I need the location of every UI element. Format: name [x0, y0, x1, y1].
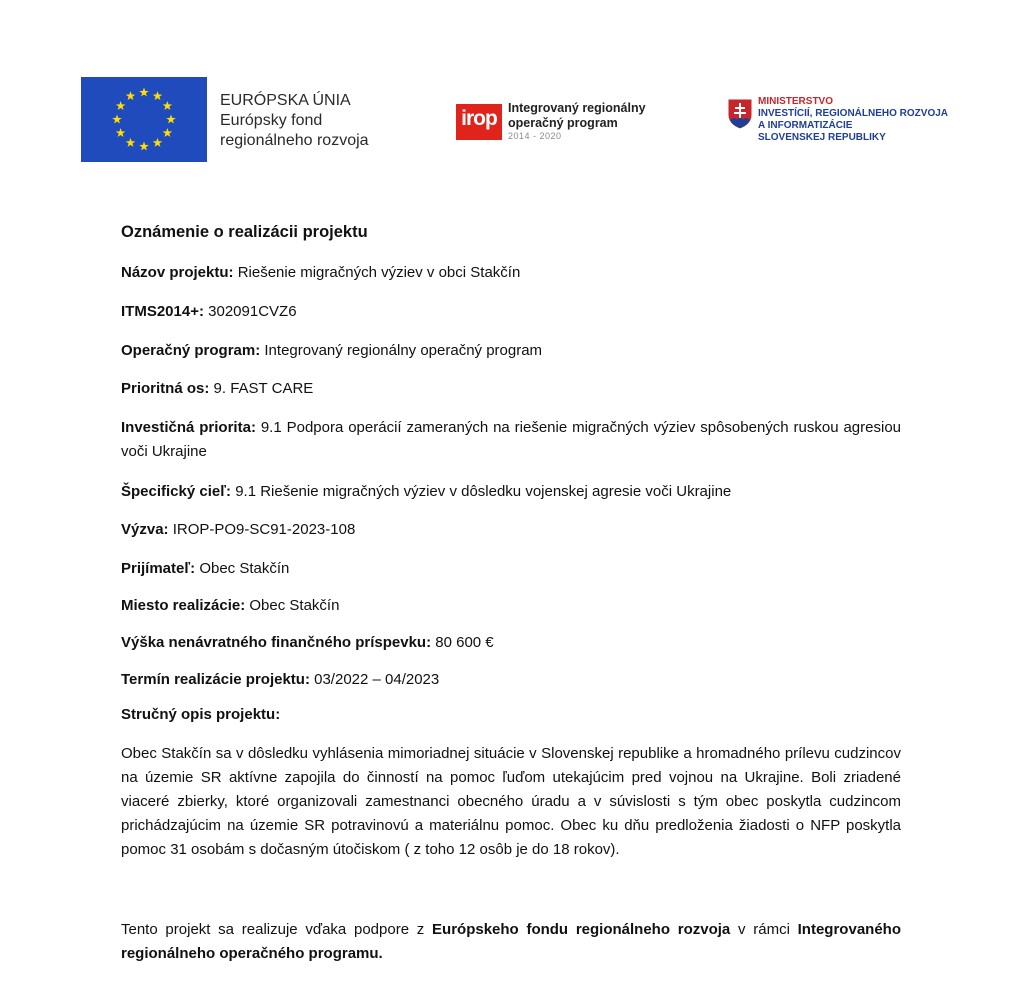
eu-logo-line2: Európsky fond — [220, 112, 323, 129]
eu-star-icon — [116, 101, 126, 110]
field-priority-axis — [121, 377, 901, 401]
funding-fund-name: Európskeho fondu regionálneho rozvoja — [432, 921, 731, 938]
field-value: Obec Stakčín — [249, 597, 340, 614]
slovak-crest-icon — [727, 98, 753, 130]
field-itms — [121, 300, 901, 324]
funding-prefix: Tento projekt sa realizuje vďaka podpore z — [121, 921, 433, 938]
field-value: 9.1 Riešenie migračných výziev v dôsledku vojenskej agresie voči Ukrajine — [235, 483, 732, 500]
field-value: 9.1 Podpora operácií zameraných na riešenie migračných výziev spôsobených ruskou agresiou voči Ukrajine — [121, 419, 902, 460]
irop-logo-mark — [456, 104, 502, 140]
eu-star-icon — [153, 138, 163, 147]
field-value: Riešenie migračných výziev v obci Stakčín — [237, 264, 521, 281]
irop-logo-text — [508, 101, 646, 142]
irop-logo-line3: 2014 - 2020 — [508, 131, 562, 141]
field-value: IROP-PO9-SC91-2023-108 — [172, 521, 356, 538]
field-label: Miesto realizácie: — [121, 597, 246, 614]
eu-star-icon — [139, 88, 149, 97]
field-operational-program — [121, 339, 901, 363]
field-label: Výška nenávratného finančného príspevku: — [121, 634, 432, 651]
field-recipient — [121, 557, 901, 581]
field-specific-objective — [121, 480, 901, 504]
field-label: ITMS2014+: — [121, 303, 204, 320]
field-label: Prijímateľ: — [121, 560, 196, 577]
eu-flag-logo — [81, 77, 207, 162]
field-value: 03/2022 – 04/2023 — [314, 671, 440, 688]
ministry-logo-line2: INVESTÍCIÍ, REGIONÁLNEHO ROZVOJA — [758, 108, 949, 119]
eu-star-icon — [126, 91, 136, 100]
field-realization-term — [121, 668, 901, 692]
ministry-logo-line4: SLOVENSKEJ REPUBLIKY — [758, 132, 886, 143]
field-project-name — [121, 261, 901, 285]
field-label: Názov projektu: — [121, 264, 234, 281]
field-label: Investičná priorita: — [121, 419, 256, 436]
summary-title: Stručný opis projektu: — [121, 706, 281, 723]
field-call — [121, 518, 901, 542]
eu-star-icon — [126, 138, 136, 147]
funding-paragraph — [121, 918, 901, 966]
field-value: 302091CVZ6 — [208, 303, 297, 320]
eu-star-icon — [166, 115, 176, 124]
logo-bar — [0, 0, 1024, 200]
field-label: Operačný program: — [121, 342, 261, 359]
eu-star-icon — [139, 142, 149, 151]
summary-paragraph: Obec Stakčín sa v dôsledku vyhlásenia mimoriadnej situácie v Slovenskej republike a hromadného prílevu cudzincov na územie SR aktívne zapojila do činností na pomoc ľuďom utekajúcim pred vojnou na Ukrajine. Boli zriadené viaceré zbierky, ktoré organizovali zamestnanci obecného úradu a v súvislosti s tým obec poskytla cudzincom prichádzajúcim na územie SR potravinovú a materiálnu pomoc. Obec ku dňu predloženia žiadosti o NFP poskytla pomoc 31 osobám s dočasným útočiskom ( z toho 12 osôb je do 18 rokov). — [121, 745, 901, 858]
eu-star-icon — [153, 91, 163, 100]
ministry-logo-line3: A INFORMATIZÁCIE — [758, 120, 853, 131]
eu-logo-line1: EURÓPSKA ÚNIA — [220, 92, 351, 109]
eu-logo-line3: regionálneho rozvoja — [220, 132, 369, 149]
funding-middle: v rámci — [730, 921, 798, 938]
field-label: Špecifický cieľ: — [121, 483, 232, 500]
field-value: Obec Stakčín — [199, 560, 290, 577]
eu-stars-icon — [81, 77, 207, 162]
field-label: Výzva: — [121, 521, 169, 538]
ministry-logo-line1: MINISTERSTVO — [758, 96, 834, 107]
ministry-logo-text — [758, 96, 948, 144]
document-heading: Oznámenie o realizácii projektu — [121, 223, 368, 241]
funding-program-name: Integrovaného regionálneho operačného programu. — [121, 921, 901, 962]
irop-logo-line2: operačný program — [508, 116, 618, 130]
eu-star-icon — [163, 128, 173, 137]
field-label: Prioritná os: — [121, 380, 210, 397]
field-investment-priority — [121, 416, 901, 464]
field-label: Termín realizácie projektu: — [121, 671, 310, 688]
eu-star-icon — [163, 101, 173, 110]
field-value: 80 600 € — [435, 634, 494, 651]
eu-star-icon — [112, 115, 122, 124]
field-value: 9. FAST CARE — [213, 380, 314, 397]
field-grant-amount — [121, 631, 901, 655]
eu-logo-text — [220, 91, 369, 151]
field-value: Integrovaný regionálny operačný program — [264, 342, 543, 359]
irop-logo-mark-text: irop — [461, 107, 497, 130]
irop-logo-line1: Integrovaný regionálny — [508, 101, 646, 115]
field-location — [121, 594, 901, 618]
eu-star-icon — [116, 128, 126, 137]
